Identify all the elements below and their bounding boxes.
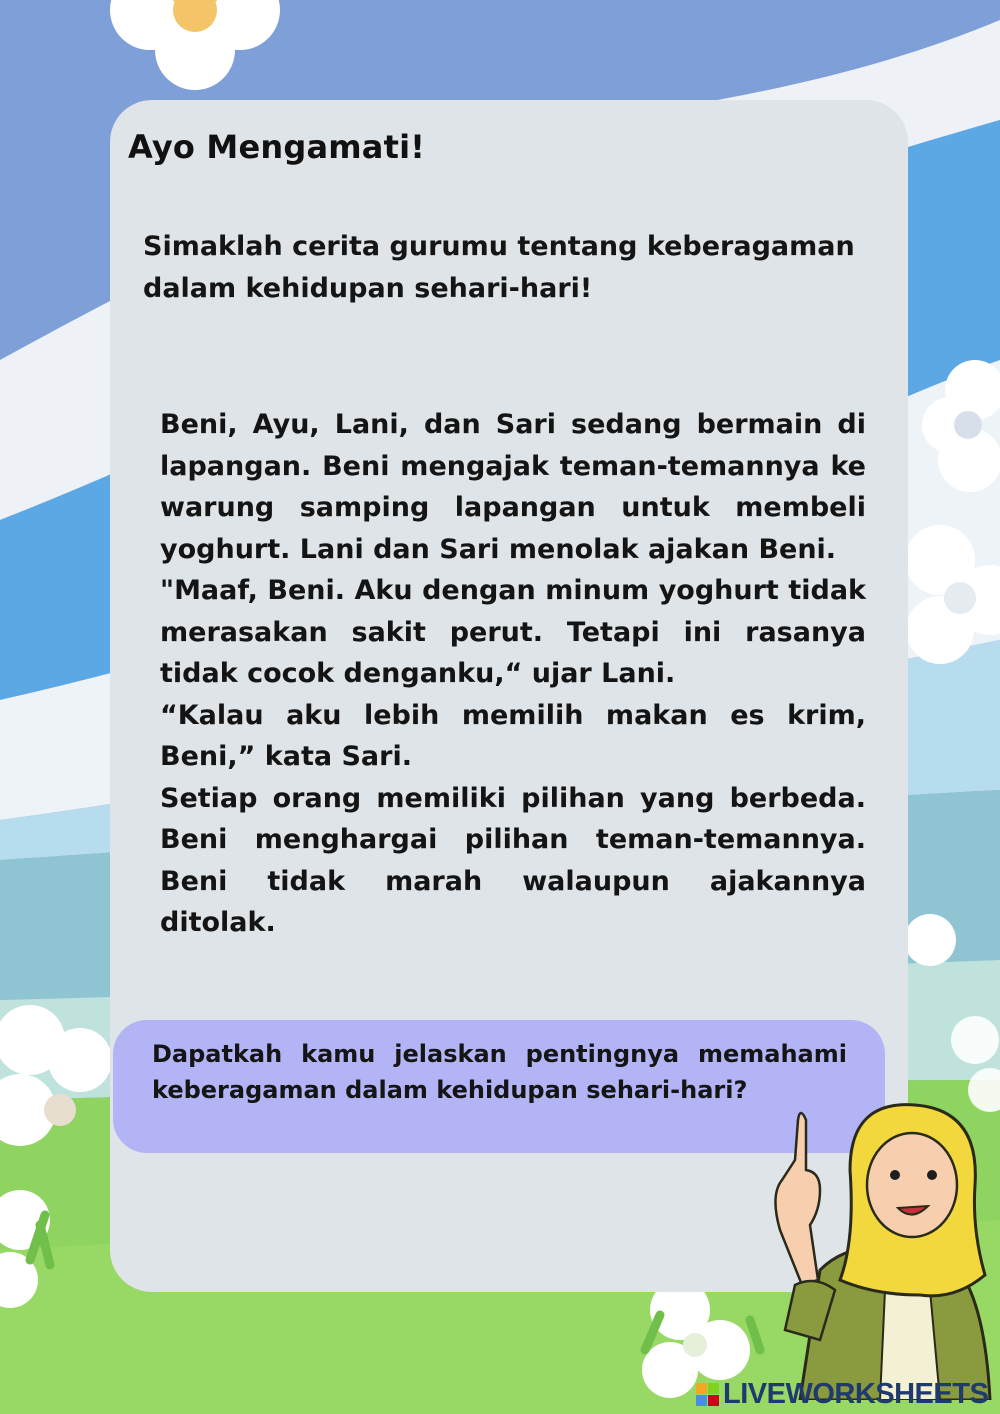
watermark-text: LIVEWORKSHEETS	[723, 1378, 989, 1410]
story-paragraph: Setiap orang memiliki pilihan yang berbeda. Beni menghargai pilihan teman-temannya. Beni tidak marah walaupun ajakannya ditolak.	[160, 782, 866, 938]
pointing-girl-hijab-icon	[740, 1100, 1000, 1400]
page-title: Ayo Mengamati!	[128, 128, 426, 166]
story-paragraph: Beni, Ayu, Lani, dan Sari sedang bermain di lapangan. Beni mengajak teman-temannya ke warung samping lapangan untuk membeli yoghurt. Lani dan Sari menolak ajakan Beni.	[160, 409, 866, 565]
liveworksheets-logo-icon	[696, 1383, 719, 1406]
liveworksheets-watermark	[696, 1378, 988, 1411]
story-text	[160, 404, 866, 944]
story-paragraph: “Kalau aku lebih memilih makan es krim, Beni,” kata Sari.	[160, 699, 866, 772]
question-text: Dapatkah kamu jelaskan pentingnya memahami keberagaman dalam kehidupan sehari-hari?	[152, 1040, 847, 1104]
story-paragraph: "Maaf, Beni. Aku dengan minum yoghurt tidak merasakan sakit perut. Tetapi ini rasanya tidak cocok denganku,“ ujar Lani.	[160, 575, 866, 689]
instruction-text: Simaklah cerita gurumu tentang keberagaman dalam kehidupan sehari-hari!	[143, 231, 855, 304]
